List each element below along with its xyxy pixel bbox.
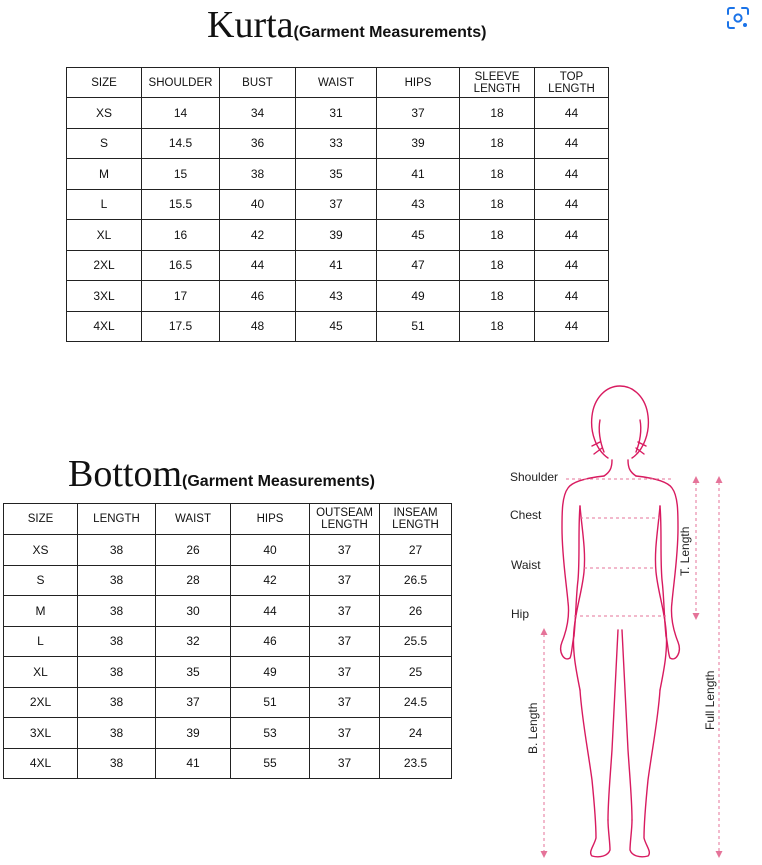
lens-icon [725, 5, 751, 31]
column-header: SLEEVE LENGTH [460, 68, 535, 98]
table-cell: 47 [377, 250, 460, 281]
table-header-row [67, 68, 609, 98]
table-cell: 44 [535, 159, 609, 190]
table-cell: 26 [380, 596, 452, 627]
column-header: SIZE [4, 504, 78, 535]
table-cell: 45 [377, 220, 460, 251]
table-cell: M [4, 596, 78, 627]
table-cell: 38 [78, 565, 156, 596]
table-cell: 46 [231, 626, 310, 657]
column-header: SIZE [67, 68, 142, 98]
table-row [4, 565, 452, 596]
table-cell: 18 [460, 311, 535, 342]
bottom-title: Bottom [68, 453, 183, 495]
table-cell: 44 [535, 311, 609, 342]
bottom-heading [68, 452, 375, 496]
table-row [67, 281, 609, 312]
table-cell: 44 [535, 189, 609, 220]
table-cell: 41 [296, 250, 377, 281]
table-cell: 3XL [4, 718, 78, 749]
table-cell: 18 [460, 128, 535, 159]
table-cell: 14 [142, 98, 220, 129]
table-row [4, 596, 452, 627]
waist-label: Waist [511, 558, 541, 572]
table-cell: 18 [460, 281, 535, 312]
table-cell: 38 [78, 718, 156, 749]
column-header: WAIST [296, 68, 377, 98]
table-row [67, 159, 609, 190]
table-cell: 53 [231, 718, 310, 749]
table-row [4, 657, 452, 688]
table-header-row [4, 504, 452, 535]
table-cell: 17.5 [142, 311, 220, 342]
table-cell: XL [67, 220, 142, 251]
table-row [67, 250, 609, 281]
b-length-label: B. Length [526, 702, 540, 754]
table-cell: 31 [296, 98, 377, 129]
table-cell: 25 [380, 657, 452, 688]
table-cell: 40 [231, 535, 310, 566]
table-row [67, 311, 609, 342]
column-header: BUST [220, 68, 296, 98]
table-cell: 37 [310, 687, 380, 718]
table-cell: 24.5 [380, 687, 452, 718]
table-cell: 44 [535, 98, 609, 129]
kurta-heading [207, 3, 486, 47]
table-cell: 39 [156, 718, 231, 749]
table-row [4, 626, 452, 657]
table-cell: 35 [296, 159, 377, 190]
bottom-size-table [3, 503, 452, 779]
table-cell: 15.5 [142, 189, 220, 220]
table-cell: 15 [142, 159, 220, 190]
table-cell: 18 [460, 159, 535, 190]
column-header: OUTSEAM LENGTH [310, 504, 380, 535]
table-cell: 43 [377, 189, 460, 220]
table-cell: 41 [156, 748, 231, 779]
chest-label: Chest [510, 508, 542, 522]
table-cell: 4XL [4, 748, 78, 779]
table-cell: 39 [296, 220, 377, 251]
table-cell: 37 [310, 657, 380, 688]
table-cell: 2XL [4, 687, 78, 718]
table-cell: 38 [220, 159, 296, 190]
table-cell: 26 [156, 535, 231, 566]
body-measurement-figure [500, 380, 762, 865]
table-cell: 37 [310, 748, 380, 779]
table-cell: 18 [460, 220, 535, 251]
table-cell: 30 [156, 596, 231, 627]
table-cell: 37 [156, 687, 231, 718]
table-cell: 37 [310, 718, 380, 749]
table-cell: 44 [220, 250, 296, 281]
table-cell: 39 [377, 128, 460, 159]
hip-label: Hip [511, 607, 530, 621]
bottom-subtitle: (Garment Measurements) [182, 473, 375, 490]
table-cell: 38 [78, 535, 156, 566]
table-cell: 32 [156, 626, 231, 657]
column-header: HIPS [231, 504, 310, 535]
table-cell: L [4, 626, 78, 657]
kurta-size-table [66, 67, 609, 342]
table-cell: S [4, 565, 78, 596]
table-cell: 38 [78, 626, 156, 657]
table-cell: 4XL [67, 311, 142, 342]
table-cell: 2XL [67, 250, 142, 281]
table-cell: XS [4, 535, 78, 566]
table-cell: 44 [231, 596, 310, 627]
full-length-label: Full Length [703, 670, 717, 730]
table-cell: 44 [535, 128, 609, 159]
table-row [4, 687, 452, 718]
table-cell: 34 [220, 98, 296, 129]
table-cell: 43 [296, 281, 377, 312]
body-outline [500, 380, 762, 865]
table-row [4, 718, 452, 749]
kurta-subtitle: (Garment Measurements) [293, 24, 487, 41]
shoulder-label: Shoulder [510, 470, 559, 484]
table-cell: 51 [231, 687, 310, 718]
table-cell: 16 [142, 220, 220, 251]
table-cell: 18 [460, 189, 535, 220]
table-row [67, 189, 609, 220]
table-row [67, 98, 609, 129]
table-cell: 38 [78, 748, 156, 779]
table-cell: 37 [310, 535, 380, 566]
table-cell: 49 [231, 657, 310, 688]
table-cell: 42 [231, 565, 310, 596]
column-header: HIPS [377, 68, 460, 98]
table-cell: 44 [535, 250, 609, 281]
t-length-label: T. Length [678, 526, 692, 576]
table-cell: 51 [377, 311, 460, 342]
table-cell: 40 [220, 189, 296, 220]
table-cell: 18 [460, 250, 535, 281]
table-cell: 14.5 [142, 128, 220, 159]
lens-button[interactable] [718, 0, 758, 36]
table-cell: M [67, 159, 142, 190]
column-header: LENGTH [78, 504, 156, 535]
table-cell: 48 [220, 311, 296, 342]
table-cell: 55 [231, 748, 310, 779]
table-cell: 49 [377, 281, 460, 312]
table-cell: 38 [78, 657, 156, 688]
table-cell: 37 [296, 189, 377, 220]
table-cell: 37 [310, 626, 380, 657]
table-cell: 24 [380, 718, 452, 749]
table-cell: 38 [78, 687, 156, 718]
column-header: SHOULDER [142, 68, 220, 98]
table-cell: 28 [156, 565, 231, 596]
kurta-title: Kurta [207, 4, 294, 46]
table-cell: 42 [220, 220, 296, 251]
table-cell: 44 [535, 281, 609, 312]
table-row [67, 128, 609, 159]
column-header: WAIST [156, 504, 231, 535]
table-cell: 18 [460, 98, 535, 129]
table-cell: XL [4, 657, 78, 688]
column-header: TOP LENGTH [535, 68, 609, 98]
table-cell: 44 [535, 220, 609, 251]
table-cell: 26.5 [380, 565, 452, 596]
table-row [67, 220, 609, 251]
column-header: INSEAM LENGTH [380, 504, 452, 535]
table-cell: 17 [142, 281, 220, 312]
table-cell: 33 [296, 128, 377, 159]
table-cell: 25.5 [380, 626, 452, 657]
table-cell: 35 [156, 657, 231, 688]
table-cell: 46 [220, 281, 296, 312]
table-row [4, 748, 452, 779]
table-cell: 16.5 [142, 250, 220, 281]
table-cell: 27 [380, 535, 452, 566]
table-cell: 37 [310, 596, 380, 627]
table-cell: 37 [377, 98, 460, 129]
table-cell: XS [67, 98, 142, 129]
table-cell: 3XL [67, 281, 142, 312]
table-row [4, 535, 452, 566]
table-cell: 45 [296, 311, 377, 342]
table-cell: 23.5 [380, 748, 452, 779]
table-cell: 41 [377, 159, 460, 190]
table-cell: 36 [220, 128, 296, 159]
table-cell: 37 [310, 565, 380, 596]
table-cell: S [67, 128, 142, 159]
table-cell: 38 [78, 596, 156, 627]
table-cell: L [67, 189, 142, 220]
